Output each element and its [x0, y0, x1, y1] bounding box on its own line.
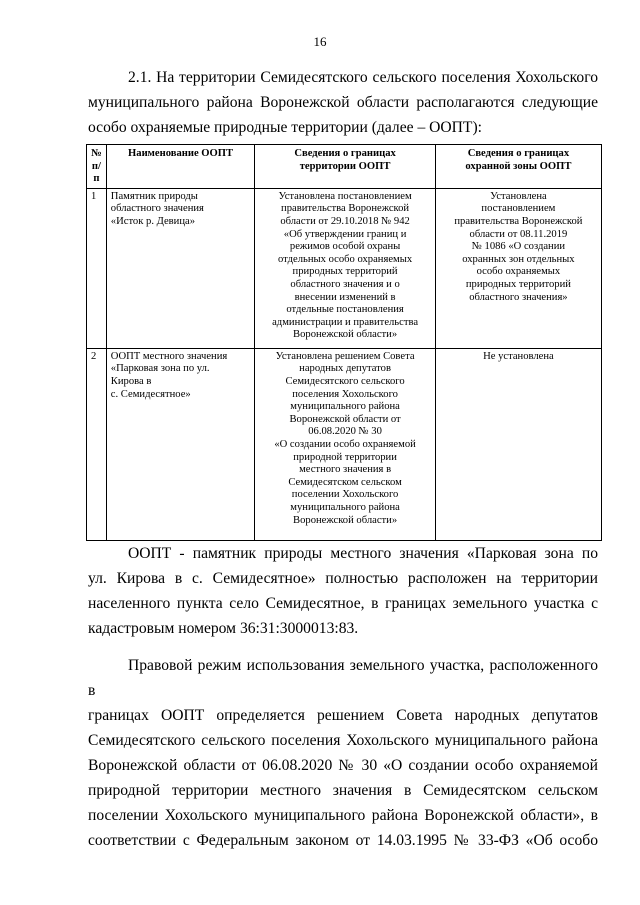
cell-line: охранной зоны ООПТ: [465, 160, 572, 172]
cell-line: природных территорий: [465, 278, 571, 290]
cell-line: охранных зон отдельных: [462, 253, 575, 265]
text-line: границах ООПТ определяется решением Совета народных депутатов: [88, 707, 598, 724]
cell-line: Кирова в: [110, 375, 152, 387]
header-territory: [255, 145, 435, 189]
cell-name: [106, 348, 255, 540]
cell-line: «Парковая зона по ул.: [110, 363, 210, 375]
cell-line: с. Семидесятное»: [110, 388, 191, 400]
cell-line: Воронежской области»: [293, 329, 398, 341]
cell-zone: [435, 188, 601, 348]
cell-line: правительства Воронежской: [281, 203, 410, 215]
cell-line: «О создании особо охраняемой: [274, 438, 416, 450]
cell-line: отдельных особо охраняемых: [277, 253, 413, 265]
header-number: [87, 145, 107, 189]
cell-name: [106, 188, 255, 348]
cell-line: Семидесятском сельском: [288, 476, 402, 488]
cell-line: внесении изменений в: [294, 291, 396, 303]
header-zone: [435, 145, 601, 189]
cell-line: народных депутатов: [299, 363, 391, 375]
cell-line: Установлена постановлением: [278, 190, 412, 202]
cell-line: особо охраняемых: [476, 266, 561, 278]
text-line: Воронежской области от 06.08.2020 № 30 «О создании особо охраняемой: [88, 757, 598, 774]
cell-line: № 1086 «О создании: [471, 241, 566, 253]
table-row: [87, 348, 602, 540]
cell-line: «Исток р. Девица»: [110, 215, 196, 227]
cell-line: поселения Хохольского: [292, 388, 398, 400]
text-line: поселении Хохольского муниципального района Воронежской области», в: [88, 807, 598, 824]
cell-line: 06.08.2020 № 30: [308, 426, 382, 438]
paragraph-legal-regime: [88, 653, 598, 853]
cell-line: п/п: [91, 160, 101, 185]
cell-line: отдельные постановления: [286, 304, 404, 316]
cell-line: №: [91, 148, 102, 159]
text-line: 2.1. На территории Семидесятского сельского поселения Хохольского: [128, 69, 598, 86]
cell-line: областного значения: [110, 203, 204, 215]
header-name: [106, 145, 255, 189]
cell-line: Семидесятского сельского: [285, 375, 405, 387]
cell-line: Наименование ООПТ: [128, 148, 234, 159]
cell-line: правительства Воронежской: [454, 215, 583, 227]
text-line: природной территории местного значения в Семидесятском сельском: [88, 782, 598, 799]
cell-line: Установлена: [490, 190, 547, 202]
cell-line: Сведения о границах: [467, 148, 570, 159]
cell-line: Воронежской области»: [293, 514, 398, 526]
cell-line: областного значения»: [469, 291, 568, 303]
cell-line: поселении Хохольского: [291, 489, 399, 501]
intro-paragraph: [88, 65, 598, 140]
cell-territory: [255, 348, 435, 540]
cell-line: природных территорий: [292, 266, 398, 278]
table-header-row: [87, 145, 602, 189]
cell-line: муниципального района: [290, 401, 400, 413]
cell-line: ООПТ местного значения: [110, 350, 228, 362]
text-line: Семидесятского сельского поселения Хохольского муниципального района: [88, 732, 598, 749]
cell-line: местного значения в: [299, 464, 392, 476]
text-line: муниципального района Воронежской области располагаются следующие: [88, 94, 598, 111]
cell-line: Памятник природы: [110, 190, 198, 202]
cell-line: областного значения и о: [290, 278, 400, 290]
cell-line: территории ООПТ: [299, 160, 391, 172]
text-line: населенного пункта село Семидесятное, в границах земельного участка с: [88, 595, 598, 612]
page-number: 16: [313, 34, 327, 49]
cell-territory: [255, 188, 435, 348]
cell-line: Установлена решением Совета: [275, 350, 415, 362]
cell-line: Не установлена: [483, 350, 554, 362]
cell-line: области от 08.11.2019: [469, 228, 568, 240]
cell-line: «Об утверждении границ и: [283, 228, 407, 240]
text-line: кадастровым номером 36:31:3000013:83.: [88, 620, 359, 637]
cell-line: Воронежской области от: [289, 413, 401, 425]
cell-zone: [435, 348, 601, 540]
cell-line: режимов особой охраны: [289, 241, 401, 253]
paragraph-oopt-location: [88, 541, 598, 641]
text-line: соответствии с Федеральным законом от 14.03.1995 № 33-ФЗ «Об особо: [88, 832, 598, 849]
table-row: [87, 188, 602, 348]
cell-number: 2: [87, 348, 107, 540]
text-line: особо охраняемые природные территории (далее – ООПТ):: [88, 119, 482, 136]
cell-line: муниципального района: [290, 501, 400, 513]
oopt-table: [86, 144, 602, 541]
cell-line: постановлением: [481, 203, 556, 215]
text-line: ул. Кирова в с. Семидесятное» полностью расположен на территории: [88, 570, 598, 587]
cell-line: администрации и правительства: [272, 316, 419, 328]
cell-number: 1: [87, 188, 107, 348]
text-line: Правовой режим использования земельного участка, расположенного в: [88, 657, 598, 699]
cell-line: природной территории: [293, 451, 397, 463]
cell-line: Сведения о границах: [294, 148, 396, 159]
cell-line: области от 29.10.2018 № 942: [280, 215, 410, 227]
text-line: ООПТ - памятник природы местного значения «Парковая зона по: [128, 545, 598, 562]
